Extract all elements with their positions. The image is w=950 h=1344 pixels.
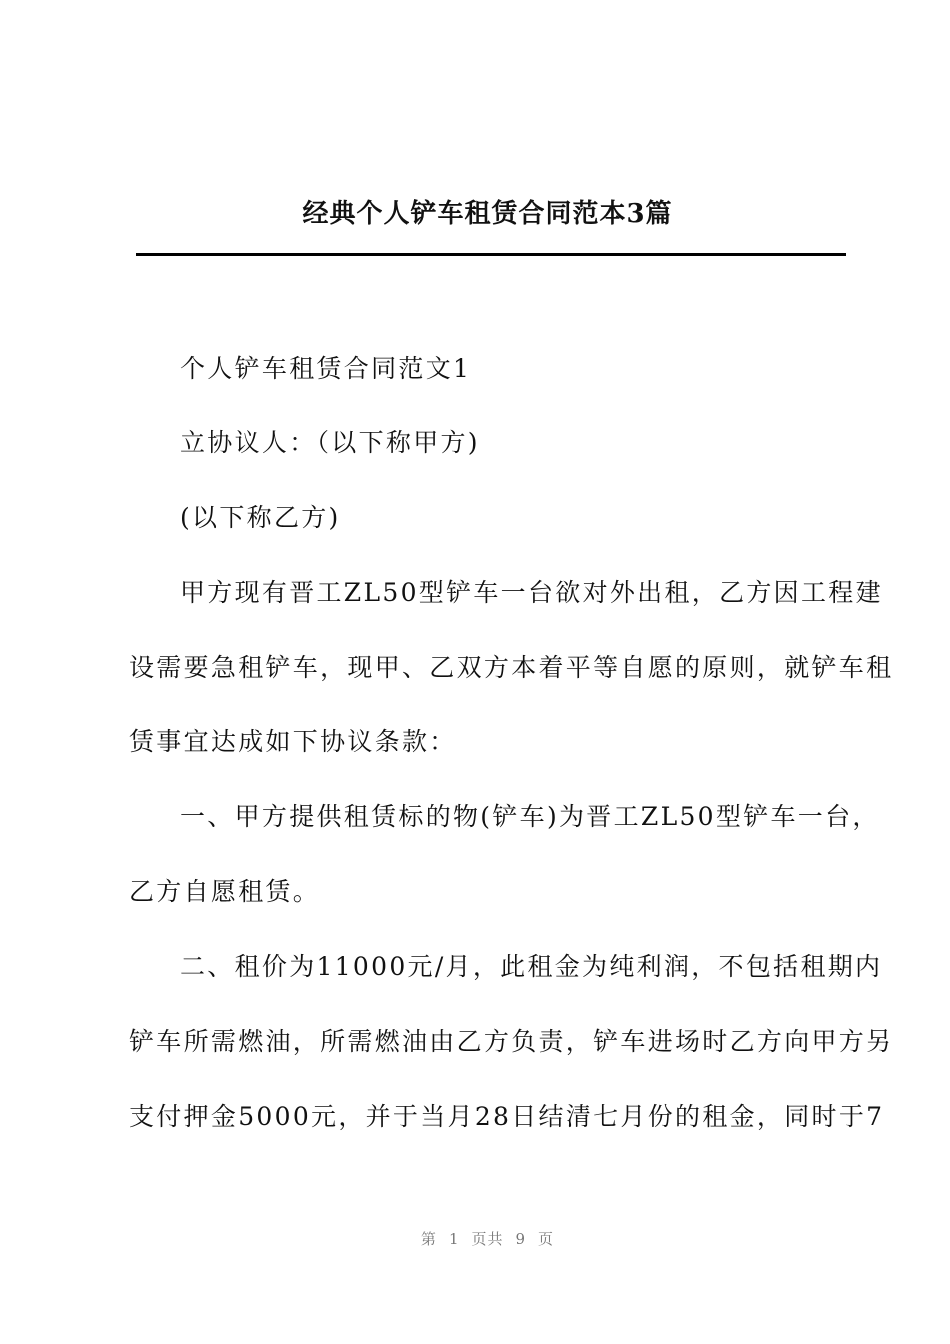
- paragraph-line: 支付押金5000元，并于当月28日结清七月份的租金，同时于7: [129, 1102, 885, 1131]
- section-heading: 个人铲车租赁合同范文1: [180, 354, 472, 383]
- document-title: 经典个人铲车租赁合同范本3篇: [302, 199, 673, 229]
- paragraph-line: 赁事宜达成如下协议条款：: [129, 727, 457, 756]
- paragraph-line: 设需要急租铲车，现甲、乙双方本着平等自愿的原则，就铲车租: [129, 653, 894, 682]
- paragraph-line: 立协议人：（以下称甲方): [180, 428, 480, 457]
- paragraph-line: 二、租价为11000元/月，此租金为纯利润，不包括租期内: [180, 952, 883, 981]
- footer-page-number: 1: [448, 1230, 460, 1248]
- title-underline: [136, 253, 846, 256]
- paragraph-line: 乙方自愿租赁。: [129, 877, 321, 906]
- footer-prefix: 第: [420, 1230, 437, 1248]
- paragraph-line: 甲方现有晋工ZL50型铲车一台欲对外出租，乙方因工程建: [180, 578, 883, 607]
- paragraph-line: 一、甲方提供租赁标的物(铲车)为晋工ZL50型铲车一台，: [180, 802, 880, 831]
- paragraph-line: 铲车所需燃油，所需燃油由乙方负责，铲车进场时乙方向甲方另: [129, 1027, 894, 1056]
- footer-suffix: 页: [538, 1230, 555, 1248]
- page-footer: [0, 1228, 950, 1249]
- footer-middle: 页共: [471, 1230, 504, 1248]
- footer-total-pages: 9: [515, 1230, 527, 1248]
- paragraph-line: (以下称乙方): [180, 503, 341, 532]
